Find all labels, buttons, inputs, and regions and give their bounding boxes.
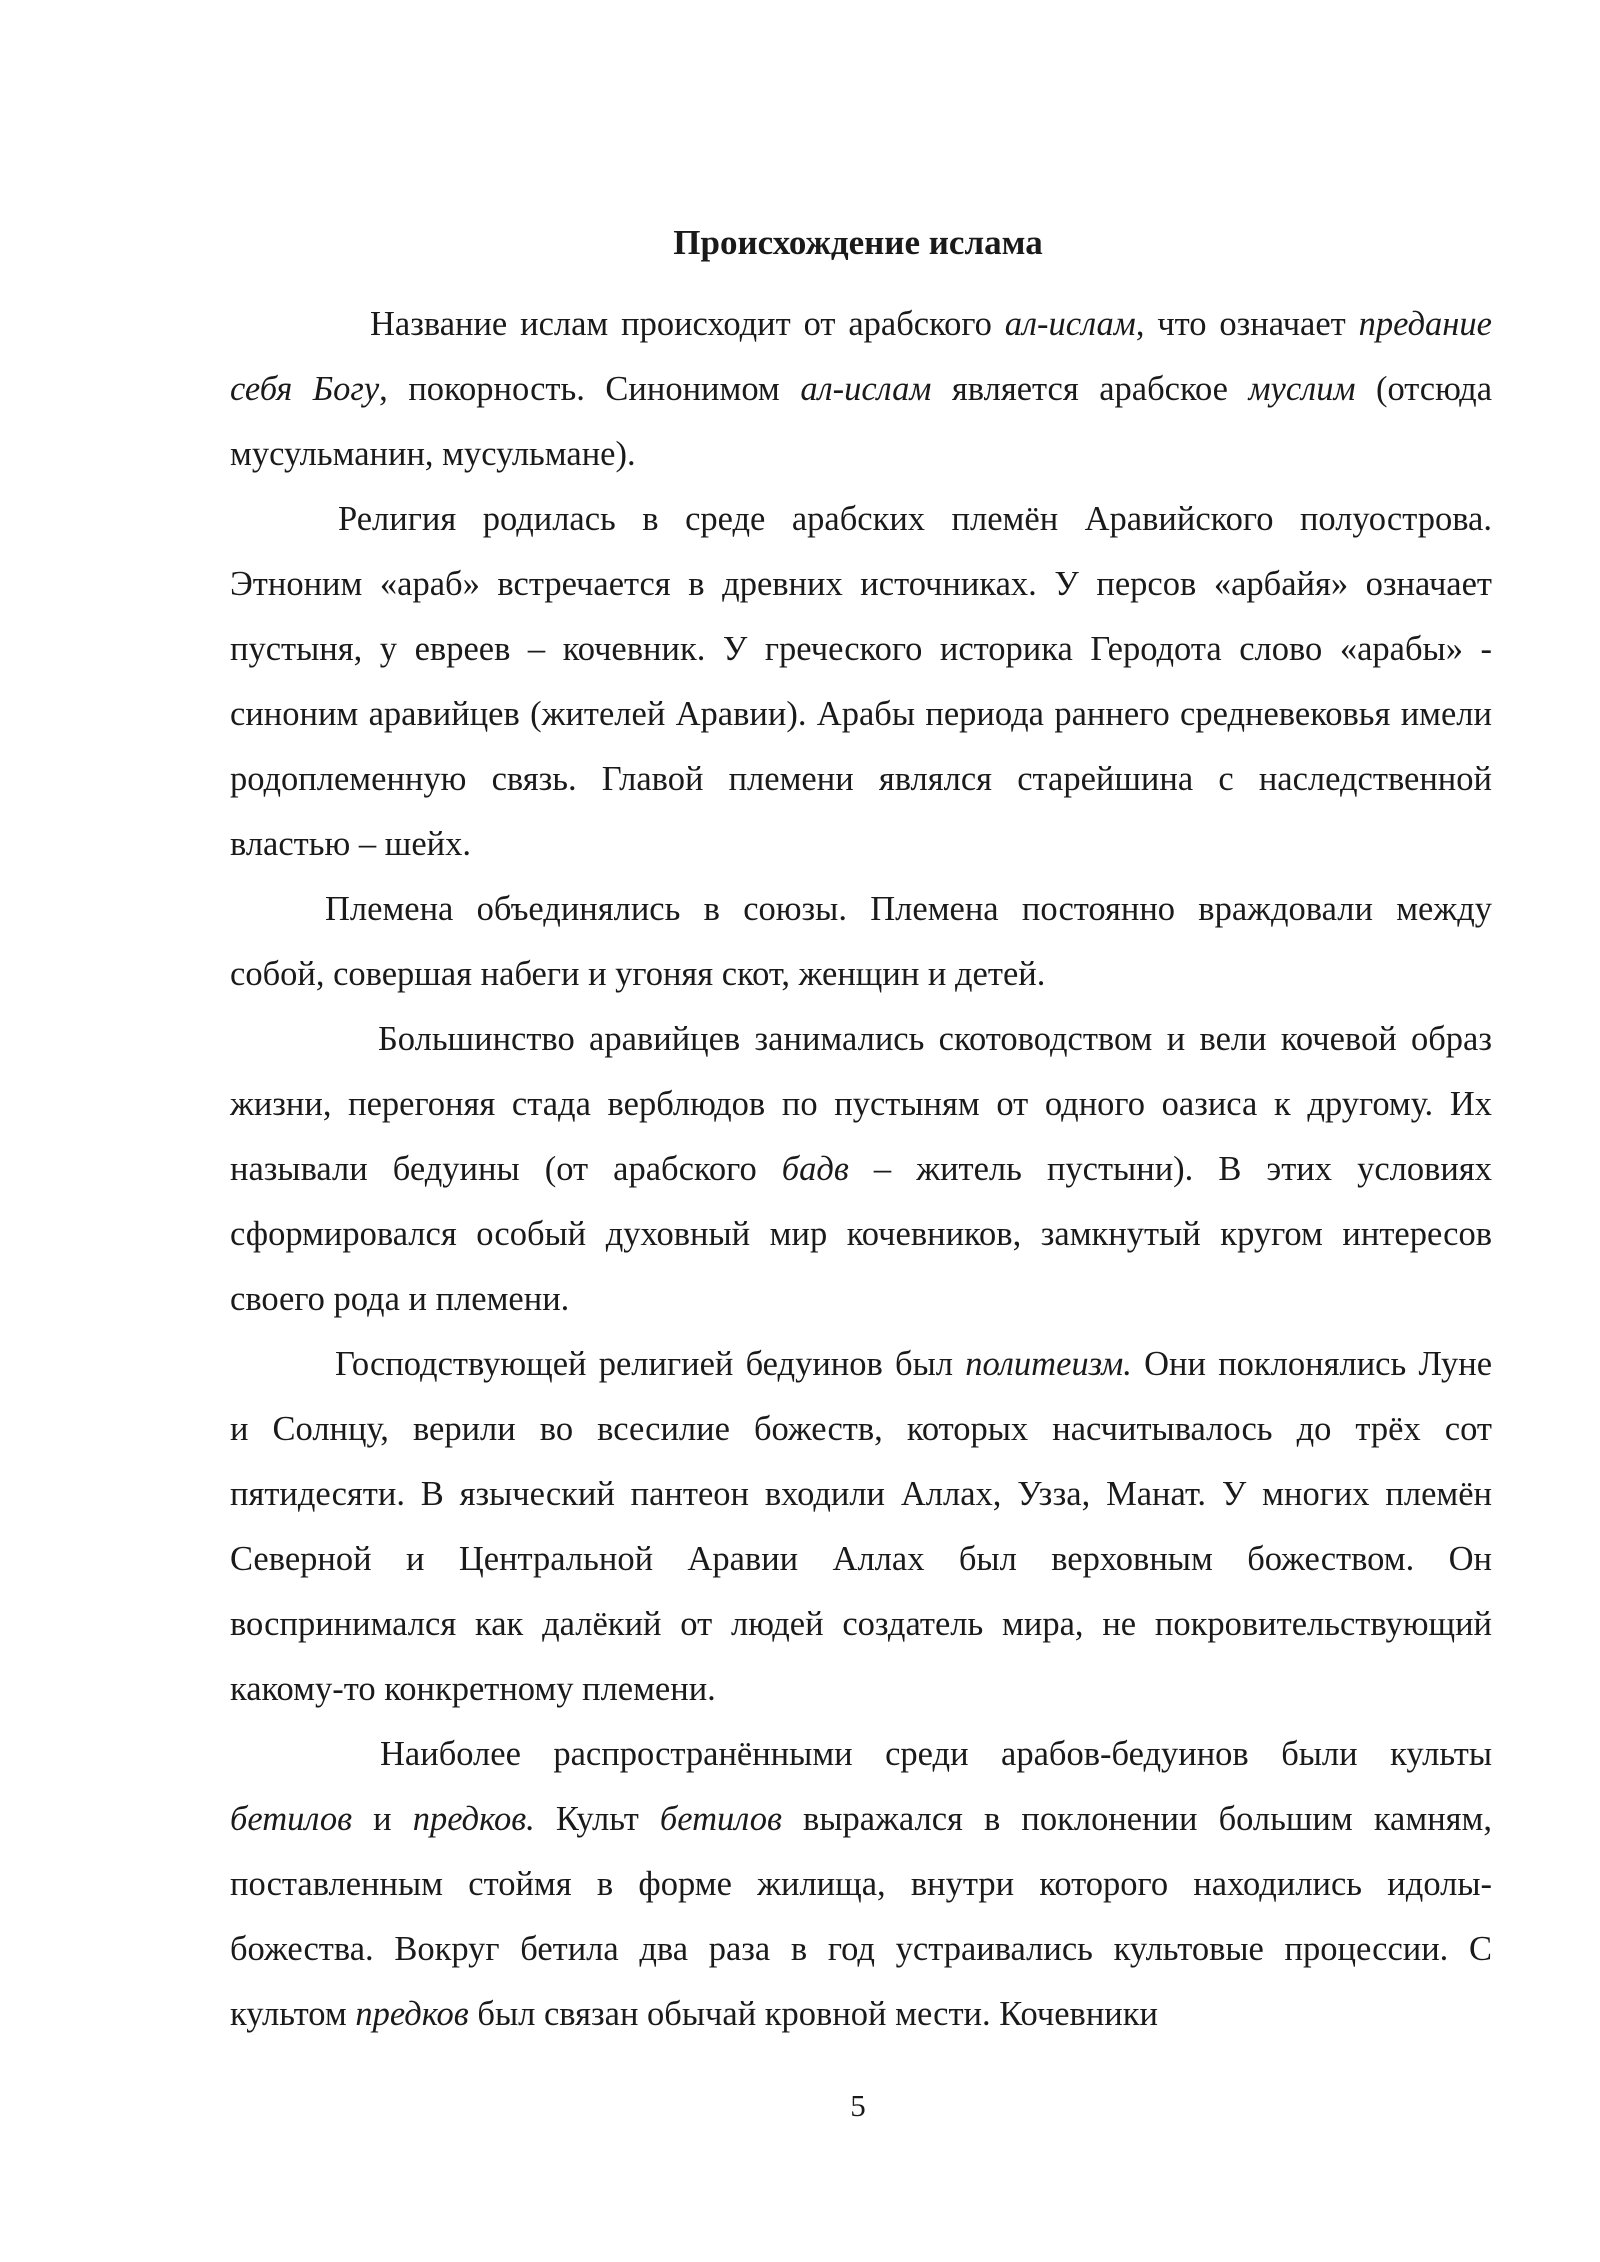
- italic-term: бетилов: [230, 1800, 353, 1838]
- paragraph-5: [230, 1332, 1492, 1722]
- text-run: Культ: [534, 1800, 660, 1838]
- text-run: Господствующей религией бедуинов был: [335, 1345, 966, 1383]
- italic-term: предков: [355, 1995, 469, 2033]
- body-text: [230, 292, 1492, 2047]
- text-run: (отсюда мусульманин, мусульмане).: [230, 370, 1493, 473]
- page-title: Происхождение ислама: [673, 223, 1043, 263]
- text-run: , что означает: [1135, 305, 1359, 343]
- text-run: Религия родилась в среде арабских племён Аравийского полуострова. Этноним «араб» встречается в древних источниках. У персов «арбайя» означает пустыня, у евреев – кочевник. У греческого историка Геродота слово «арабы» - синоним аравийцев (жителей Аравии). Арабы периода раннего средневековья имели родоплеменную связь. Главой племени являлся старейшина с наследственной властью – шейх.: [230, 500, 1492, 863]
- text-run: Большинство аравийцев занимались скотоводством и вели кочевой образ жизни, перегоняя стада верблюдов по пустыням от одного оазиса к другому. Их называли бедуины (от арабского: [230, 1020, 1492, 1188]
- paragraph-6: [230, 1722, 1492, 2047]
- paragraph-3: [230, 877, 1492, 1007]
- text-run: выражался в поклонении большим камням, поставленным стоймя в форме жилища, внутри которого находились идолы-божества. Вокруг бетила два раза в год устраивались культовые процессии. С культом: [230, 1800, 1492, 2033]
- italic-term: предков.: [412, 1800, 535, 1838]
- italic-term: предание себя Богу: [230, 305, 1492, 408]
- text-run: является арабское: [931, 370, 1249, 408]
- text-run: был связан обычай кровной мести. Кочевники: [468, 1995, 1158, 2033]
- text-run: – житель пустыни). В этих условиях сформировался особый духовный мир кочевников, замкнутый кругом интересов своего рода и племени.: [230, 1150, 1492, 1318]
- italic-term: ал-ислам: [1004, 305, 1136, 343]
- italic-term: муслим: [1248, 370, 1356, 408]
- text-run: , покорность. Синонимом: [379, 370, 801, 408]
- page-number: 5: [850, 2088, 866, 2123]
- text-run: Наиболее распространёнными среди арабов-бедуинов были культы: [380, 1735, 1492, 1773]
- text-run: Название ислам происходит от арабского: [370, 305, 1005, 343]
- italic-term: бадв: [781, 1150, 849, 1188]
- paragraph-2: [230, 487, 1492, 877]
- text-run: и: [352, 1800, 413, 1838]
- paragraph-1: [230, 292, 1492, 487]
- text-run: Племена объединялись в союзы. Племена постоянно враждовали между собой, совершая набеги и угоняя скот, женщин и детей.: [230, 890, 1492, 993]
- paragraph-4: [230, 1007, 1492, 1332]
- italic-term: политеизм.: [965, 1345, 1132, 1383]
- italic-term: ал-ислам: [800, 370, 932, 408]
- text-run: Они поклонялись Луне и Солнцу, верили во всесилие божеств, которых насчитывалось до трёх сот пятидесяти. В языческий пантеон входили Аллах, Узза, Манат. У многих племён Северной и Центральной Аравии Аллах был верховным божеством. Он воспринимался как далёкий от людей создатель мира, не покровительствующий какому-то конкретному племени.: [230, 1345, 1493, 1708]
- italic-term: бетилов: [659, 1800, 782, 1838]
